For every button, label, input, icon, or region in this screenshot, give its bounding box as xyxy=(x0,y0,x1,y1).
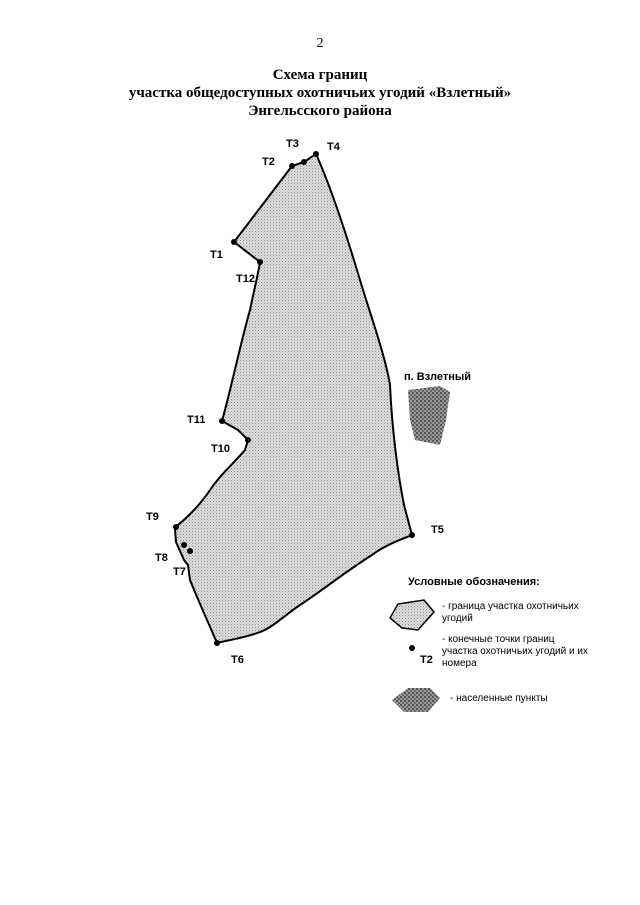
point-t11 xyxy=(219,418,225,424)
point-t1 xyxy=(231,239,237,245)
label-t3: T3 xyxy=(286,138,299,150)
hunting-area-polygon xyxy=(175,154,412,643)
point-t7 xyxy=(187,548,193,554)
label-t12: T12 xyxy=(236,273,255,285)
title-line-1: Схема границ xyxy=(272,67,368,83)
label-t10: T10 xyxy=(211,443,230,455)
label-t7: T7 xyxy=(173,566,186,578)
label-t9: T9 xyxy=(146,511,159,523)
point-t3 xyxy=(301,159,307,165)
point-t12 xyxy=(257,259,263,265)
settlement-vzletny xyxy=(408,386,450,445)
title-line-2: участка общедоступных охотничьих угодий «Взлетный» xyxy=(128,85,512,101)
legend-points-label: - конечные точки границ участка охотничьих угодий и их номера xyxy=(442,634,588,669)
title-line-3: Энгельсского района xyxy=(248,103,392,119)
point-t5 xyxy=(409,532,415,538)
legend-point-symbol xyxy=(409,645,415,651)
settlement-label: п. Взлетный xyxy=(404,371,472,383)
point-t8 xyxy=(181,542,187,548)
legend-title: Условные обозначения: xyxy=(408,576,540,588)
label-t2: T2 xyxy=(262,156,275,168)
label-t11: T11 xyxy=(187,414,206,426)
label-t8: T8 xyxy=(155,552,168,564)
point-t6 xyxy=(214,640,220,646)
label-t6: T6 xyxy=(231,654,244,666)
legend-point-sample: T2 xyxy=(420,654,433,666)
point-t9 xyxy=(173,524,179,530)
page-number: 2 xyxy=(316,36,324,51)
point-t10 xyxy=(245,437,251,443)
point-t2 xyxy=(289,163,295,169)
label-t4: T4 xyxy=(327,141,340,153)
legend-area-symbol xyxy=(390,600,434,630)
legend-area-label: - граница участка охотничьих угодий xyxy=(442,601,579,624)
label-t5: T5 xyxy=(431,524,444,536)
point-t4 xyxy=(313,151,319,157)
legend-settlement-label: - населенные пункты xyxy=(450,693,548,704)
legend-settlement-symbol xyxy=(392,688,440,712)
label-t1: T1 xyxy=(210,249,223,261)
